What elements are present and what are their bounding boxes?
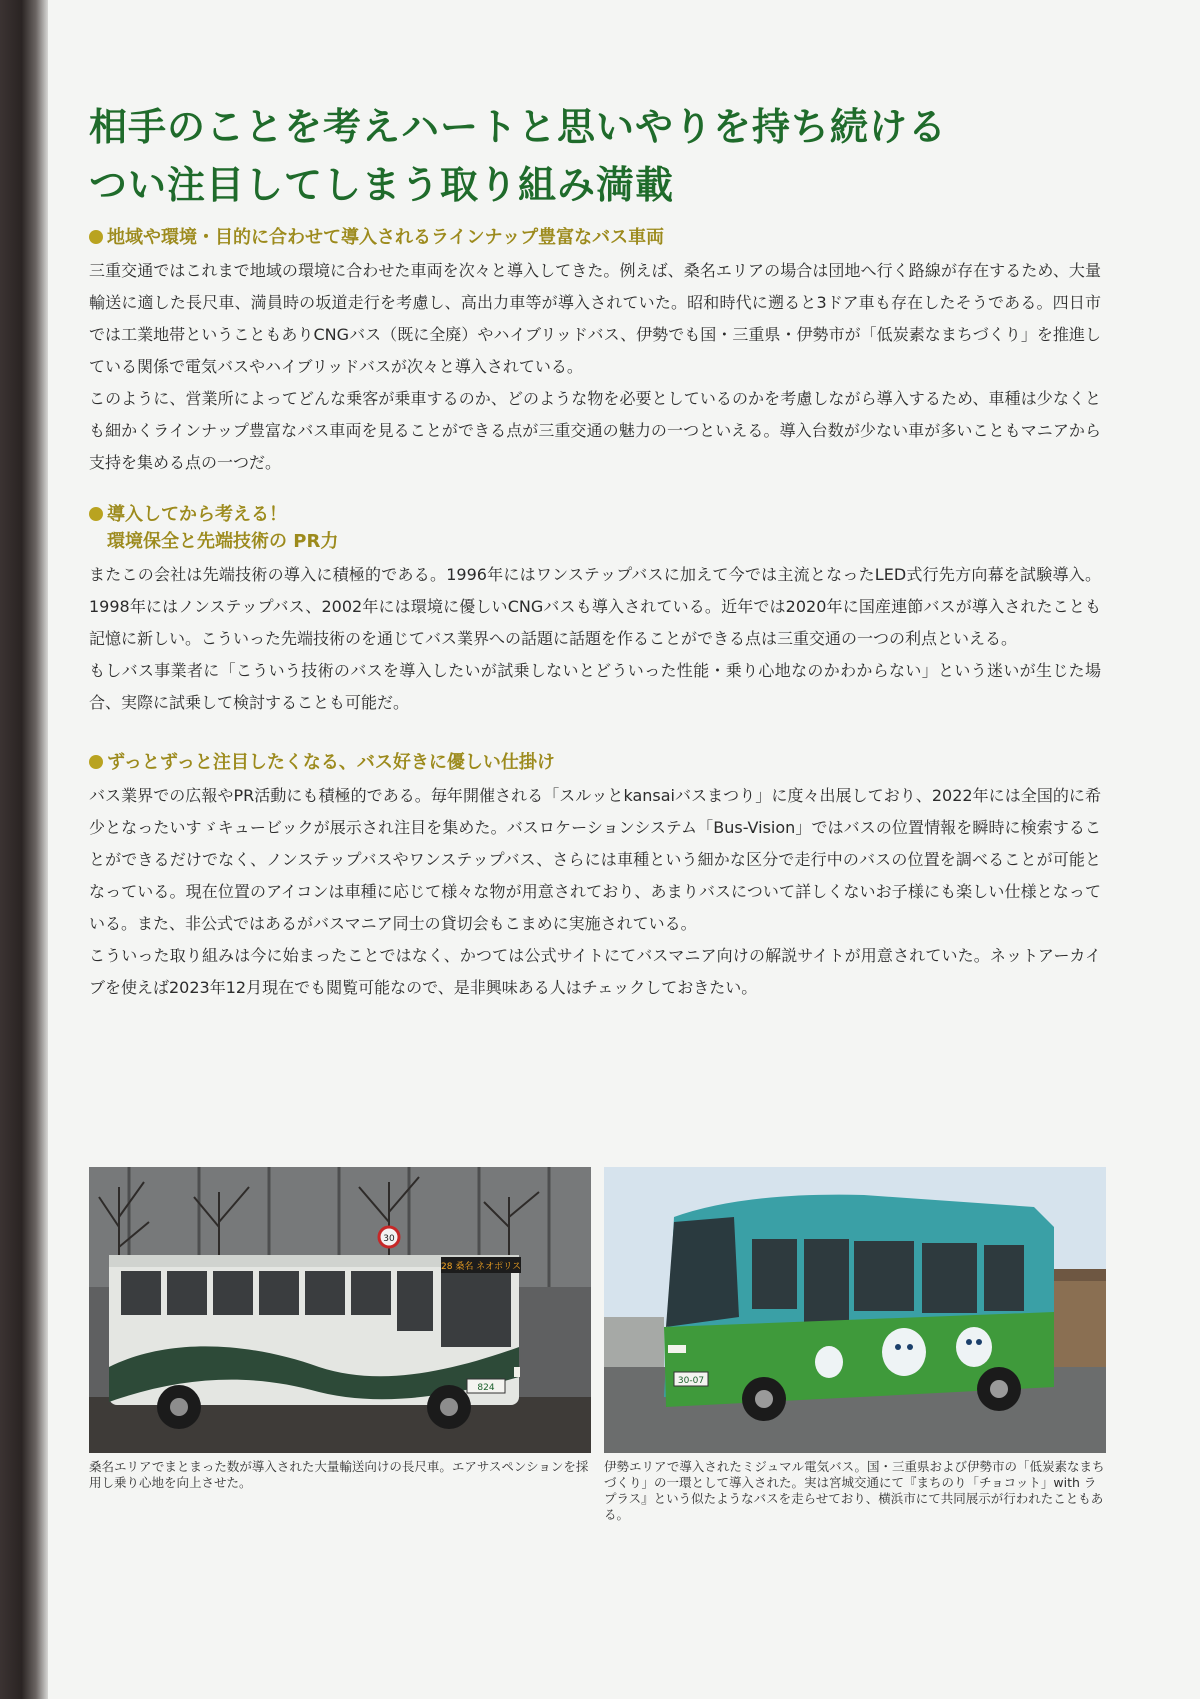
title-line-1: 相手のことを考えハートと思いやりを持ち続ける [89,105,948,149]
section-paragraph: もしバス事業者に「こういう技術のバスを導入したいが試乗しないとどういった性能・乗り心地なのかわからない」という迷いが生じた場合、実際に試乗して検討することも可能だ。 [89,661,1101,712]
binding-shadow [0,0,48,1699]
photo-figure-kuwana [89,1167,591,1491]
section-heading: 導入してから考える！ 環境保全と先端技術の PR力 [89,501,1101,555]
photo-figure-ise [604,1167,1106,1523]
section-paragraph: またこの会社は先端技術の導入に積極的である。1996年にはワンステップバスに加えて今では主流となったLED式行先方向幕を試験導入。1998年にはノンステップバス、2002年には環境に優しいCNGバスも導入されている。近年では2020年に国産連節バスが導入されたことも記憶に新しい。こういった先端技術のを通じてバス業界への話題に話題を作ることができる点は三重交通の一つの利点といえる。 [89,565,1101,648]
section-heading-continued: 環境保全と先端技術の PR力 [107,531,339,552]
destination-sign: 28 桑名 ネオポリス [441,1262,521,1272]
section-paragraph: こういった取り組みは今に始まったことではなく、かつては公式サイトにてバスマニア向けの解説サイトが用意されていた。ネットアーカイブを使えば2023年12月現在でも閲覧可能なので、是非興味ある人はチェックしておきたい。 [89,946,1101,997]
section-paragraph: バス業界での広報やPR活動にも積極的である。毎年開催される「スルッとkansaiバスまつり」に度々出展しており、2022年には全国的に希少となったいすゞキュービックが展示され注目を集めた。バスロケーションシステム「Bus-Vision」ではバスの位置情報を瞬時に検索することができるだけでなく、ノンステップバスやワンステップバス、さらには車種という細かな区分で走行中のバスの位置を調べることが可能となっている。現在位置のアイコンは車種に応じて様々な物が用意されており、あまりバスについて詳しくないお子様にも楽しい仕様となっている。また、非公式ではあるがバスマニア同士の貸切会もこまめに実施されている。 [89,786,1101,933]
section-heading: 地域や環境・目的に合わせて導入されるラインナップ豊富なバス車両 [89,224,1101,251]
section-paragraph: 三重交通ではこれまで地域の環境に合わせた車両を次々と導入してきた。例えば、桑名エリアの場合は団地へ行く路線が存在するため、大量輸送に適した長尺車、満員時の坂道走行を考慮し、高出力車等が導入されていた。昭和時代に遡ると3ドア車も存在したそうである。四日市では工業地帯ということもありCNGバス（既に全廃）やハイブリッドバス、伊勢でも国・三重県・伊勢市が「低炭素なまちづくり」を推進している関係で電気バスやハイブリッドバスが次々と導入されている。 [89,261,1101,376]
photo-electric-bus [604,1167,1106,1453]
speed-limit-sign: 30 [383,1234,395,1244]
title-line-2: つい注目してしまう取り組み満載 [89,163,675,207]
photo-long-body-bus [89,1167,591,1453]
section-vehicles [89,224,1101,479]
page-title [89,98,1101,214]
photo-row [89,1167,1106,1527]
bullet-icon [89,230,103,244]
article [89,98,1101,1004]
bullet-icon [89,755,103,769]
section-fan-features [89,749,1101,1004]
photo-caption: 桑名エリアでまとまった数が導入された大量輸送向けの長尺車。エアサスペンションを採用し乗り心地を向上させた。 [89,1459,589,1490]
section-heading: ずっとずっと注目したくなる、バス好きに優しい仕掛け [89,749,1101,776]
section-technology [89,501,1101,719]
section-paragraph: このように、営業所によってどんな乗客が乗車するのか、どのような物を必要としているのかを考慮しながら導入するため、車種は少なくとも細かくラインナップ豊富なバス車両を見ることができる点が三重交通の魅力の一つといえる。導入台数が少ない車が多いこともマニアから支持を集める点の一つだ。 [89,389,1101,472]
bullet-icon [89,507,103,521]
license-plate: 30-07 [677,1376,705,1386]
photo-caption: 伊勢エリアで導入されたミジュマル電気バス。国・三重県および伊勢市の「低炭素なまちづくり」の一環として導入された。実は宮城交通にて『まちのり「チョコット」with ラプラス』という似たようなバスを走らせており、横浜市にて共同展示が行われたこともある。 [604,1459,1105,1522]
license-plate: 824 [477,1383,495,1393]
